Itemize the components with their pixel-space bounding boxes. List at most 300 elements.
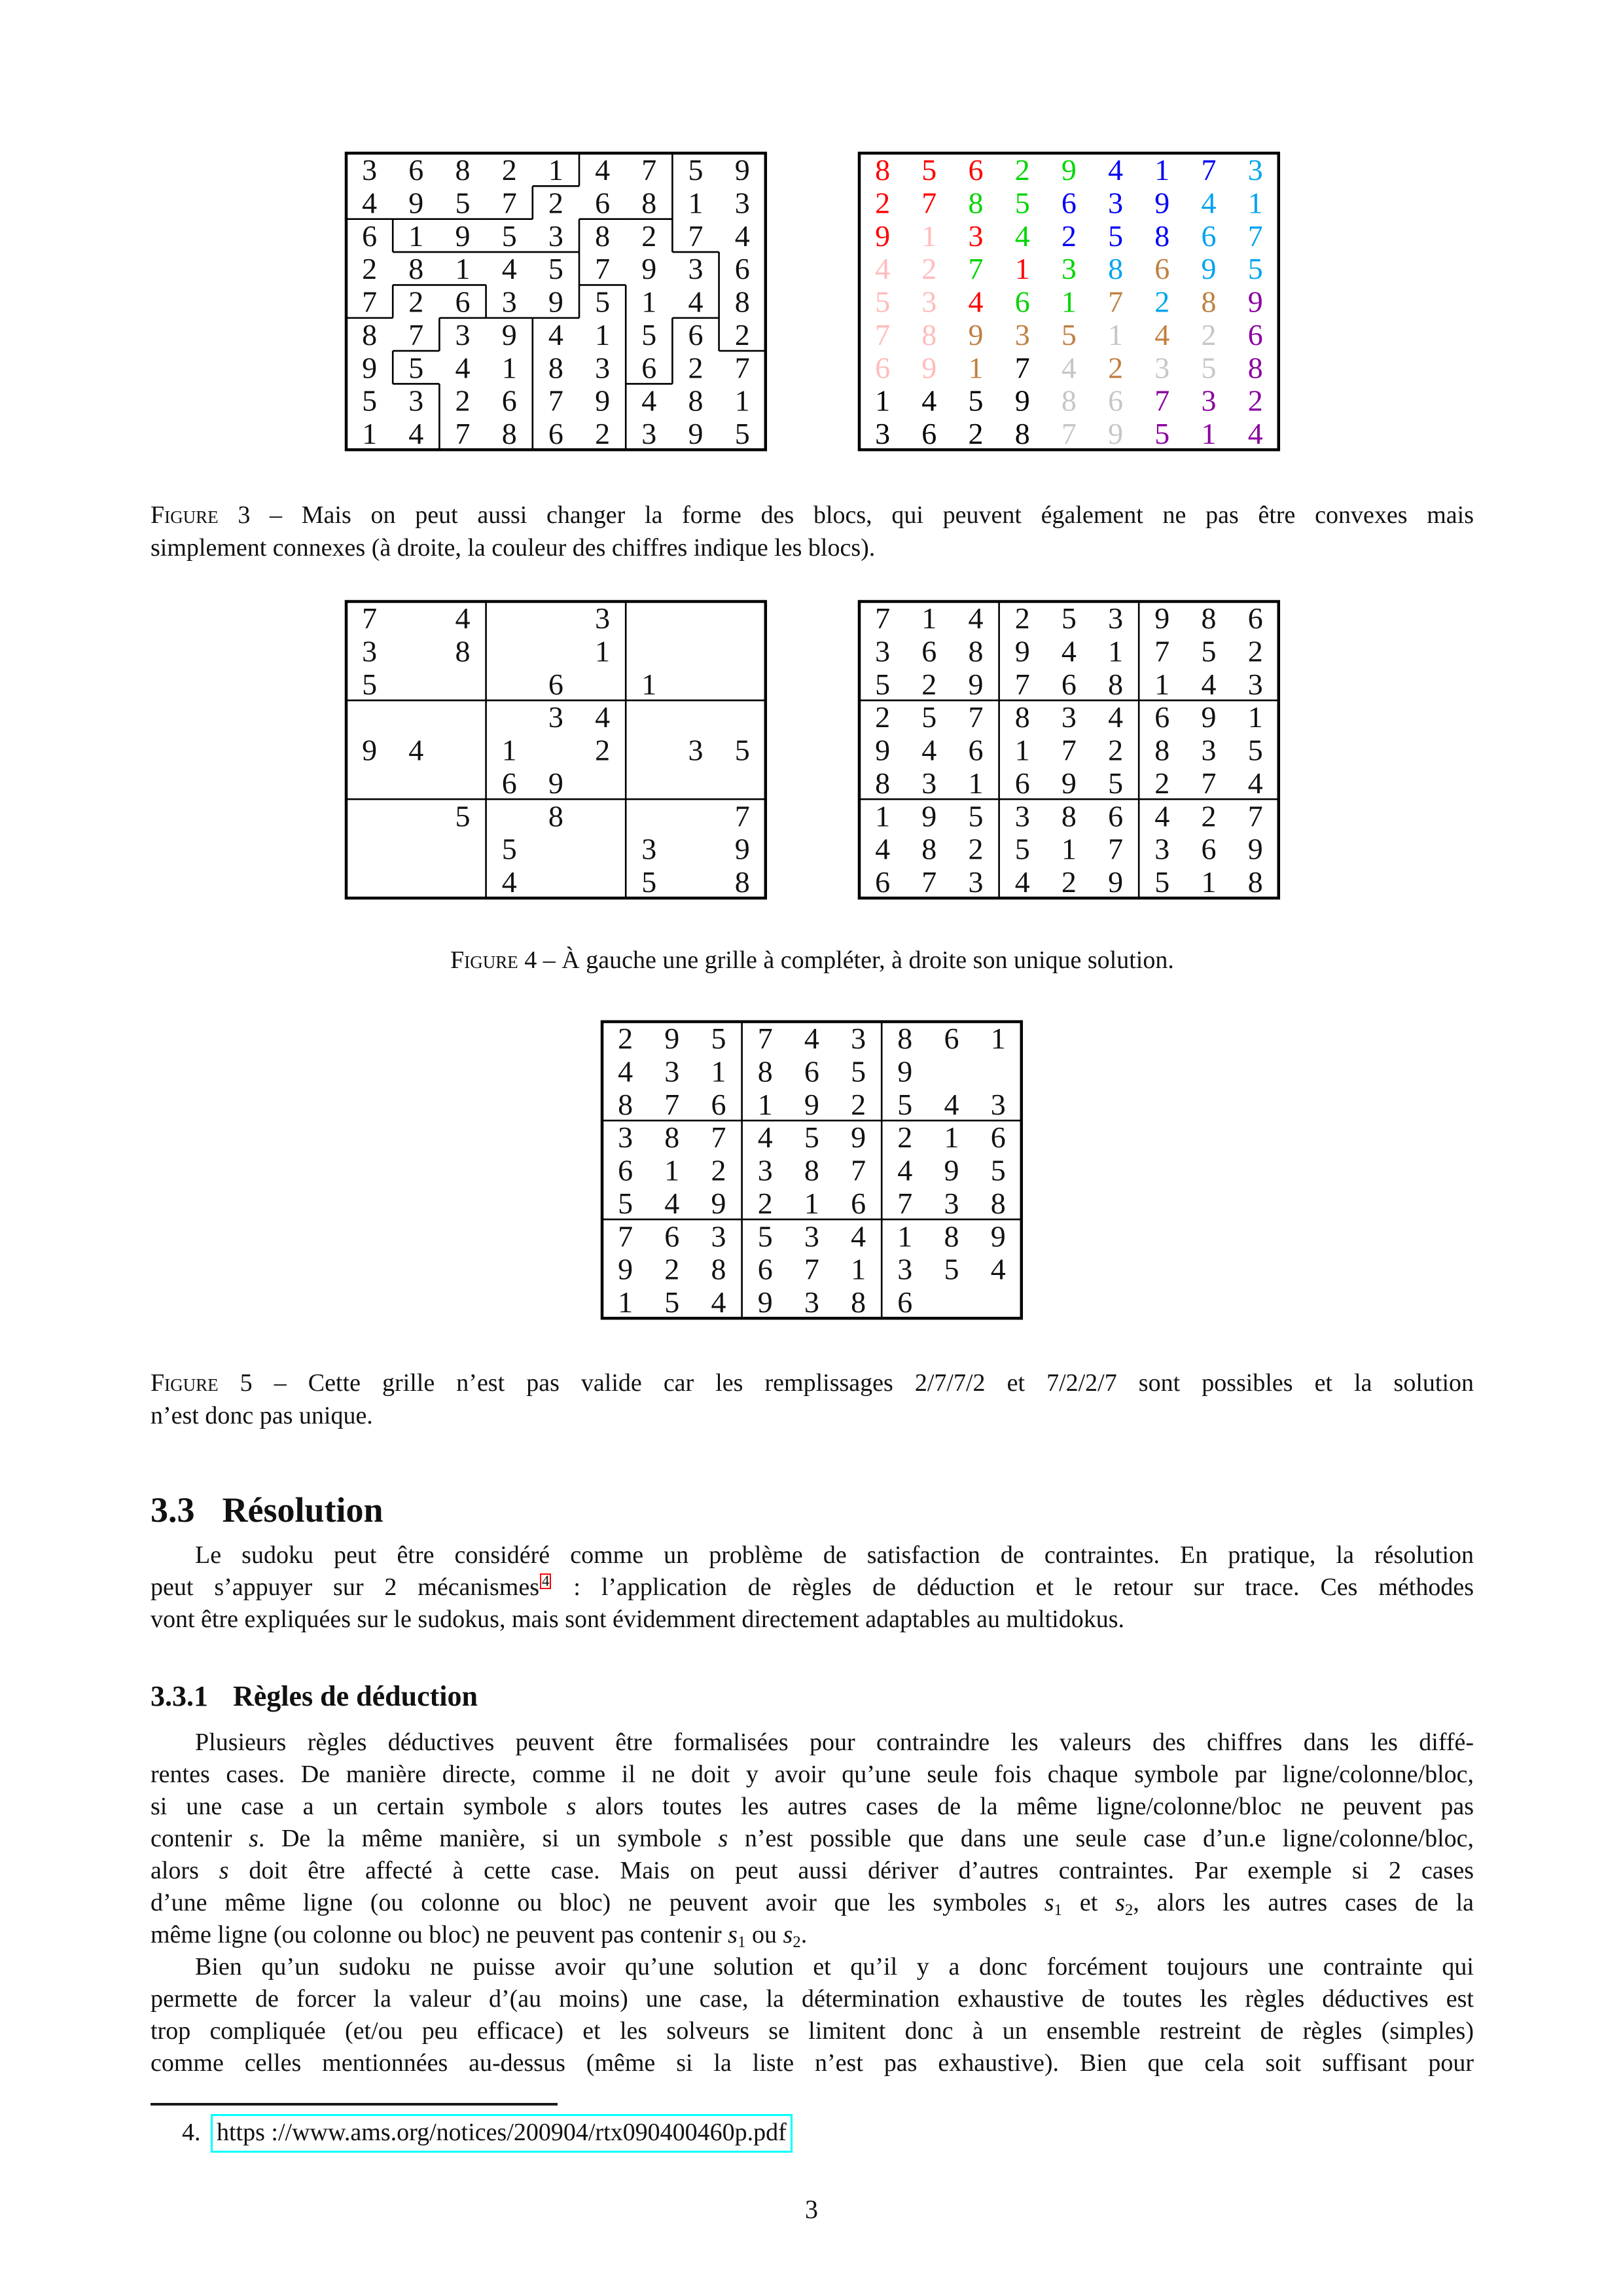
grid-cell-digit: 9: [664, 1022, 680, 1056]
subsection-title: Règles de déduction: [233, 1680, 478, 1712]
grid-cell-digit: 4: [711, 1285, 726, 1319]
grid-cell-digit: 9: [897, 1054, 913, 1088]
grid-cell-digit: 1: [897, 1219, 913, 1253]
grid-cell-digit: 6: [1247, 601, 1263, 636]
section-title: Résolution: [222, 1490, 383, 1530]
grid-cell-digit: 3: [362, 634, 378, 668]
grid-cell-digit: 4: [595, 700, 611, 734]
footnote-ref-link[interactable]: 4: [540, 1573, 552, 1589]
grid-cell-digit: 8: [990, 1186, 1006, 1220]
grid-cell-digit: 1: [1154, 667, 1170, 701]
grid-cell-digit: 5: [968, 799, 984, 833]
grid-cell-digit: 2: [921, 252, 937, 286]
grid-cell-digit: 2: [408, 285, 424, 319]
fig3-left-sudoku-grid: [344, 151, 768, 452]
grid-cell-digit: 9: [641, 252, 657, 286]
grid-cell-digit: 4: [921, 733, 937, 767]
grid-cell-digit: 8: [1108, 667, 1124, 701]
grid-cell-digit: 8: [921, 832, 937, 866]
grid-cell-digit: 9: [944, 1153, 959, 1187]
grid-cell-digit: 8: [362, 317, 378, 351]
grid-cell-digit: 8: [968, 186, 984, 220]
grid-cell-digit: 9: [1061, 153, 1077, 187]
grid-cell-digit: 6: [897, 1285, 913, 1319]
sudoku-grid-svg: [344, 600, 768, 900]
grid-cell-digit: 3: [734, 186, 750, 220]
grid-cell-digit: 1: [501, 733, 517, 767]
grid-cell-digit: 4: [501, 865, 517, 899]
grid-cell-digit: 6: [968, 733, 984, 767]
grid-cell-digit: 5: [804, 1121, 819, 1155]
grid-cell-digit: 3: [688, 252, 704, 286]
grid-cell-digit: 4: [548, 317, 563, 351]
grid-cell-digit: 8: [875, 153, 891, 187]
grid-cell-digit: 3: [851, 1022, 866, 1056]
grid-cell-digit: 8: [1014, 416, 1030, 450]
grid-cell-digit: 6: [921, 634, 937, 668]
fig4-left-sudoku-grid: [344, 600, 768, 900]
text-segment: 1: [737, 1933, 746, 1951]
grid-cell-digit: 6: [548, 416, 563, 450]
grid-cell-digit: 5: [921, 153, 937, 187]
grid-cell-digit: 6: [664, 1219, 680, 1253]
text-segment: s: [718, 1825, 728, 1852]
grid-cell-digit: 2: [875, 186, 891, 220]
grid-cell-digit: 5: [1014, 832, 1030, 866]
grid-cell-digit: 2: [595, 733, 611, 767]
grid-cell-digit: 4: [595, 153, 611, 187]
grid-cell-digit: 8: [548, 799, 563, 833]
grid-cell-digit: 9: [618, 1252, 633, 1286]
grid-cell-digit: 7: [1108, 285, 1124, 319]
grid-cell-digit: 2: [641, 219, 657, 253]
fig3-right-sudoku-grid-colored: [857, 151, 1281, 452]
grid-cell-digit: 8: [1154, 219, 1170, 253]
section-3-3-1-heading: [151, 1679, 478, 1713]
text-line: Figure 3 – Mais on peut aussi changer la forme des blocs, qui peuvent également ne pas être convexes mais: [151, 501, 1474, 529]
grid-cell-digit: 1: [455, 252, 471, 286]
grid-cell-digit: 1: [711, 1054, 726, 1088]
grid-cell-digit: 2: [501, 153, 517, 187]
grid-cell-digit: 5: [618, 1186, 633, 1220]
grid-cell-digit: 2: [1154, 285, 1170, 319]
text-line: contenir s. De la même manière, si un symbole s n’est possible que dans une seule case d’un.e ligne/colonne/bloc,: [151, 1825, 1474, 1852]
grid-cell-digit: 9: [548, 285, 563, 319]
grid-cell-digit: 2: [618, 1022, 633, 1056]
text-line: permette de forcer la valeur d’(au moins) une case, la détermination exhaustive de toutes les règles déductives est: [151, 1985, 1474, 2013]
sudoku-grid-svg: [600, 1020, 1024, 1320]
grid-cell-digit: 9: [875, 733, 891, 767]
grid-cell-digit: 1: [408, 219, 424, 253]
grid-cell-digit: 5: [501, 832, 517, 866]
text-line: Figure 5 – Cette grille n’est pas valide car les remplissages 2/7/7/2 et 7/2/2/7 sont possibles et la solution: [151, 1369, 1474, 1397]
grid-cell-digit: 1: [804, 1186, 819, 1220]
grid-cell-digit: 2: [968, 416, 984, 450]
grid-cell-digit: 5: [990, 1153, 1006, 1187]
text-segment: Figure 3: [151, 501, 251, 529]
grid-cell-digit: 5: [1014, 186, 1030, 220]
grid-cell-digit: 4: [501, 252, 517, 286]
grid-cell-digit: 4: [408, 416, 424, 450]
grid-cell-digit: 8: [875, 766, 891, 800]
grid-cell-digit: 7: [734, 799, 750, 833]
grid-cell-digit: 5: [734, 733, 750, 767]
text-segment: 2: [1124, 1901, 1133, 1919]
text-segment: s: [566, 1793, 577, 1820]
grid-cell-digit: 5: [875, 285, 891, 319]
grid-cell-digit: 4: [968, 285, 984, 319]
footnote-url-link[interactable]: https ://www.ams.org/notices/200904/rtx090400460p.pdf: [211, 2114, 793, 2153]
grid-cell-digit: 9: [501, 317, 517, 351]
grid-cell-digit: 2: [875, 700, 891, 734]
grid-cell-digit: 5: [1061, 317, 1077, 351]
grid-cell-digit: 3: [804, 1285, 819, 1319]
grid-cell-digit: 7: [641, 153, 657, 187]
grid-cell-digit: 1: [921, 601, 937, 636]
grid-cell-digit: 8: [501, 416, 517, 450]
grid-cell-digit: 5: [1154, 865, 1170, 899]
grid-cell-digit: 6: [1154, 700, 1170, 734]
grid-cell-digit: 2: [1014, 601, 1030, 636]
grid-cell-digit: 8: [968, 634, 984, 668]
sudoku-grid-svg: [857, 600, 1281, 900]
grid-cell-digit: 6: [1061, 186, 1077, 220]
grid-cell-digit: 8: [1154, 733, 1170, 767]
grid-cell-digit: 1: [618, 1285, 633, 1319]
grid-cell-digit: 5: [1201, 634, 1217, 668]
section-3-3-1-paragraphs: [151, 1727, 1474, 2079]
grid-cell-digit: 5: [362, 667, 378, 701]
grid-cell-digit: 2: [734, 317, 750, 351]
grid-cell-digit: 4: [1014, 219, 1030, 253]
grid-cell-digit: 5: [875, 667, 891, 701]
grid-cell-digit: 5: [688, 153, 704, 187]
grid-cell-digit: 6: [408, 153, 424, 187]
page-number: 3: [805, 2195, 818, 2224]
grid-cell-digit: 1: [688, 186, 704, 220]
grid-cell-digit: 4: [875, 252, 891, 286]
grid-cell-digit: 5: [455, 799, 471, 833]
grid-cell-digit: 6: [990, 1121, 1006, 1155]
grid-cell-digit: 8: [897, 1022, 913, 1056]
grid-cell-digit: 4: [804, 1022, 819, 1056]
grid-cell-digit: 9: [1108, 865, 1124, 899]
fig4-right-sudoku-grid: [857, 600, 1281, 900]
grid-cell-digit: 9: [1061, 766, 1077, 800]
grid-cell-digit: 8: [851, 1285, 866, 1319]
grid-cell-digit: 2: [548, 186, 563, 220]
grid-cell-digit: 9: [921, 799, 937, 833]
grid-cell-digit: 8: [734, 285, 750, 319]
grid-cell-digit: 5: [711, 1022, 726, 1056]
grid-cell-digit: 6: [1201, 832, 1217, 866]
text-segment: s: [728, 1921, 738, 1948]
grid-cell-digit: 3: [1108, 186, 1124, 220]
grid-cell-digit: 9: [1201, 700, 1217, 734]
grid-cell-digit: 8: [408, 252, 424, 286]
grid-cell-digit: 1: [968, 766, 984, 800]
grid-cell-digit: 9: [595, 384, 611, 418]
grid-cell-digit: 4: [1154, 799, 1170, 833]
grid-cell-digit: 4: [875, 832, 891, 866]
grid-cell-digit: 9: [1108, 416, 1124, 450]
grid-cell-digit: 7: [362, 285, 378, 319]
grid-cell-digit: 9: [990, 1219, 1006, 1253]
grid-cell-digit: 8: [688, 384, 704, 418]
grid-cell-digit: 3: [990, 1087, 1006, 1121]
grid-cell-digit: 7: [1014, 351, 1030, 385]
grid-cell-digit: 5: [501, 219, 517, 253]
grid-cell-digit: 4: [618, 1054, 633, 1088]
grid-cell-digit: 6: [875, 351, 891, 385]
grid-cell-digit: 9: [362, 351, 378, 385]
grid-cell-digit: 7: [875, 317, 891, 351]
grid-cell-digit: 3: [897, 1252, 913, 1286]
grid-cell-digit: 3: [804, 1219, 819, 1253]
grid-cell-digit: 4: [990, 1252, 1006, 1286]
grid-cell-digit: 6: [1108, 384, 1124, 418]
grid-cell-digit: 4: [734, 219, 750, 253]
grid-cell-digit: 8: [1201, 601, 1217, 636]
grid-cell-digit: 4: [1154, 317, 1170, 351]
grid-cell-digit: 5: [362, 384, 378, 418]
grid-cell-digit: 2: [688, 351, 704, 385]
grid-cell-digit: 3: [1154, 832, 1170, 866]
grid-cell-digit: 8: [618, 1087, 633, 1121]
grid-cell-digit: 8: [734, 865, 750, 899]
grid-cell-digit: 5: [897, 1087, 913, 1121]
fig3-caption: [151, 499, 1474, 564]
grid-cell-digit: 8: [664, 1121, 680, 1155]
grid-cell-digit: 5: [664, 1285, 680, 1319]
grid-cell-digit: 7: [921, 186, 937, 220]
grid-cell-digit: 4: [1247, 766, 1263, 800]
grid-cell-digit: 9: [734, 832, 750, 866]
text-line: alors s doit être affecté à cette case. Mais on peut aussi dériver d’autres contraintes. Par exemple si 2 cases: [151, 1857, 1474, 1884]
text-line: peut s’appuyer sur 2 mécanismes 4 : l’application de règles de déduction et le retour sur trace. Ces méthodes: [151, 1573, 1474, 1601]
footnote: [182, 2114, 793, 2146]
grid-cell-digit: 6: [1014, 766, 1030, 800]
grid-cell-digit: 3: [921, 285, 937, 319]
grid-cell-digit: 7: [921, 865, 937, 899]
text-line: Figure 4 – À gauche une grille à compléter, à droite son unique solution.: [450, 946, 1174, 974]
grid-cell-digit: 2: [1247, 634, 1263, 668]
grid-cell-digit: 9: [455, 219, 471, 253]
text-line: Bien qu’un sudoku ne puisse avoir qu’une solution et qu’il y a donc forcément toujours une contrainte qui: [195, 1953, 1474, 1981]
text-segment: s: [249, 1825, 259, 1852]
grid-cell-digit: 3: [1061, 700, 1077, 734]
grid-cell-digit: 7: [1201, 153, 1217, 187]
grid-cell-digit: 2: [968, 832, 984, 866]
grid-cell-digit: 5: [851, 1054, 866, 1088]
grid-cell-digit: 1: [1201, 865, 1217, 899]
section-3-3-paragraph: [151, 1539, 1474, 1636]
grid-cell-digit: 9: [408, 186, 424, 220]
grid-cell-digit: 6: [362, 219, 378, 253]
grid-cell-digit: 8: [757, 1054, 773, 1088]
grid-cell-digit: 3: [875, 634, 891, 668]
text-line: n’est donc pas unique.: [151, 1402, 373, 1429]
grid-cell-digit: 1: [1014, 733, 1030, 767]
grid-cell-digit: 6: [501, 384, 517, 418]
grid-cell-digit: 3: [875, 416, 891, 450]
grid-cell-digit: 7: [968, 252, 984, 286]
grid-cell-digit: 9: [1247, 285, 1263, 319]
grid-cell-digit: 7: [455, 416, 471, 450]
grid-cell-digit: 3: [595, 351, 611, 385]
grid-cell-digit: 9: [804, 1087, 819, 1121]
grid-cell-digit: 4: [455, 601, 471, 636]
grid-cell-digit: 7: [1061, 416, 1077, 450]
grid-cell-digit: 1: [875, 384, 891, 418]
grid-cell-digit: 6: [455, 285, 471, 319]
section-number: 3.3: [151, 1490, 195, 1530]
grid-cell-digit: 9: [921, 351, 937, 385]
grid-cell-digit: 2: [664, 1252, 680, 1286]
grid-cell-digit: 3: [1201, 733, 1217, 767]
text-line: rentes cases. De manière directe, comme il ne doit y avoir qu’une seule fois chaque symbole par ligne/colonne/bloc,: [151, 1761, 1474, 1788]
grid-cell-digit: 7: [548, 384, 563, 418]
grid-cell-digit: 7: [711, 1121, 726, 1155]
grid-cell-digit: 4: [641, 384, 657, 418]
grid-cell-digit: 7: [897, 1186, 913, 1220]
grid-cell-digit: 2: [1201, 317, 1217, 351]
fig5-sudoku-grid: [600, 1020, 1024, 1320]
grid-cell-digit: 4: [897, 1153, 913, 1187]
grid-cell-digit: 8: [455, 153, 471, 187]
grid-cell-digit: 1: [1201, 416, 1217, 450]
text-line: comme celles mentionnées au-dessus (même si la liste n’est pas exhaustive). Bien que cela soit suffisant pour: [151, 2049, 1474, 2077]
grid-cell-digit: 1: [548, 153, 563, 187]
grid-cell-digit: 3: [1108, 601, 1124, 636]
grid-cell-digit: 3: [757, 1153, 773, 1187]
grid-cell-digit: 7: [1154, 384, 1170, 418]
grid-cell-digit: 5: [641, 317, 657, 351]
text-line: trop compliquée (et/ou peu efficace) et les solveurs se limitent donc à un ensemble restreint de règles (simples): [151, 2017, 1474, 2045]
grid-cell-digit: 6: [1154, 252, 1170, 286]
grid-cell-digit: 1: [1247, 186, 1263, 220]
grid-cell-digit: 1: [664, 1153, 680, 1187]
grid-cell-digit: 9: [711, 1186, 726, 1220]
grid-cell-digit: 3: [711, 1219, 726, 1253]
grid-cell-digit: 3: [501, 285, 517, 319]
grid-cell-digit: 3: [968, 219, 984, 253]
grid-cell-digit: 3: [664, 1054, 680, 1088]
grid-cell-digit: 2: [1108, 733, 1124, 767]
grid-cell-digit: 1: [1154, 153, 1170, 187]
text-line: même ligne (ou colonne ou bloc) ne peuvent pas contenir $s_1$ ou $s_2$.: [151, 1921, 808, 1951]
text-line: Plusieurs règles déductives peuvent être formalisées pour contraindre les valeurs des chiffres dans les diffé-: [195, 1729, 1474, 1756]
grid-cell-digit: 8: [641, 186, 657, 220]
grid-cell-digit: 1: [757, 1087, 773, 1121]
grid-cell-digit: 2: [757, 1186, 773, 1220]
grid-cell-digit: 1: [851, 1252, 866, 1286]
grid-cell-digit: 1: [641, 667, 657, 701]
grid-cell-digit: 4: [362, 186, 378, 220]
grid-cell-digit: 6: [548, 667, 563, 701]
grid-cell-digit: 7: [362, 601, 378, 636]
grid-cell-digit: 9: [688, 416, 704, 450]
grid-cell-digit: 6: [501, 766, 517, 800]
grid-cell-digit: 6: [688, 317, 704, 351]
grid-cell-digit: 9: [1201, 252, 1217, 286]
grid-cell-digit: 9: [548, 766, 563, 800]
grid-cell-digit: 4: [1061, 351, 1077, 385]
grid-cell-digit: 9: [1014, 634, 1030, 668]
grid-cell-digit: 7: [595, 252, 611, 286]
grid-cell-digit: 7: [408, 317, 424, 351]
grid-cell-digit: 7: [1247, 219, 1263, 253]
text-segment: Figure 4: [450, 946, 537, 974]
sudoku-grid-svg: [857, 151, 1281, 452]
grid-cell-digit: 2: [921, 667, 937, 701]
grid-cell-digit: 8: [548, 351, 563, 385]
grid-cell-digit: 2: [897, 1121, 913, 1155]
grid-cell-digit: 4: [851, 1219, 866, 1253]
grid-cell-digit: 7: [1247, 799, 1263, 833]
grid-cell-digit: 3: [548, 700, 563, 734]
grid-cell-digit: 1: [1108, 317, 1124, 351]
grid-cell-digit: 7: [1154, 634, 1170, 668]
grid-cell-digit: 3: [595, 601, 611, 636]
grid-cell-digit: 6: [1108, 799, 1124, 833]
grid-cell-digit: 3: [1247, 667, 1263, 701]
grid-cell-digit: 1: [1061, 285, 1077, 319]
grid-cell-digit: 4: [455, 351, 471, 385]
grid-cell-digit: 6: [1247, 317, 1263, 351]
grid-cell-digit: 2: [711, 1153, 726, 1187]
grid-cell-digit: 5: [1108, 766, 1124, 800]
subsection-number: 3.3.1: [151, 1680, 208, 1712]
grid-cell-digit: 2: [455, 384, 471, 418]
grid-cell-digit: 5: [921, 700, 937, 734]
grid-cell-digit: 7: [664, 1087, 680, 1121]
grid-cell-digit: 3: [362, 153, 378, 187]
grid-cell-digit: 5: [641, 865, 657, 899]
section-3-3-heading: [151, 1490, 383, 1530]
grid-cell-digit: 3: [944, 1186, 959, 1220]
grid-cell-digit: 1: [944, 1121, 959, 1155]
grid-cell-digit: 8: [1247, 351, 1263, 385]
grid-cell-digit: 3: [688, 733, 704, 767]
text-line: 4. https ://www.ams.org/notices/200904/rtx090400460p.pdf: [182, 2114, 793, 2146]
grid-cell-digit: 2: [595, 416, 611, 450]
grid-cell-digit: 6: [875, 865, 891, 899]
grid-cell-digit: 7: [1061, 733, 1077, 767]
grid-cell-digit: 2: [1061, 865, 1077, 899]
grid-cell-digit: 6: [711, 1087, 726, 1121]
grid-cell-digit: 8: [921, 317, 937, 351]
grid-cell-digit: 2: [851, 1087, 866, 1121]
grid-cell-digit: 1: [641, 285, 657, 319]
grid-cell-digit: 1: [1247, 700, 1263, 734]
grid-cell-digit: 5: [1154, 416, 1170, 450]
text-segment: s: [783, 1921, 793, 1948]
text-segment: s: [219, 1857, 229, 1884]
grid-cell-digit: 5: [1201, 351, 1217, 385]
grid-cell-digit: 3: [1247, 153, 1263, 187]
grid-cell-digit: 2: [1154, 766, 1170, 800]
grid-cell-digit: 4: [1108, 153, 1124, 187]
grid-cell-digit: 9: [757, 1285, 773, 1319]
grid-cell-digit: 7: [851, 1153, 866, 1187]
text-segment: s: [1044, 1889, 1054, 1916]
grid-cell-digit: 4: [1061, 634, 1077, 668]
grid-cell-digit: 5: [757, 1219, 773, 1253]
grid-cell-digit: 1: [875, 799, 891, 833]
grid-cell-digit: 4: [1108, 700, 1124, 734]
grid-cell-digit: 7: [875, 601, 891, 636]
